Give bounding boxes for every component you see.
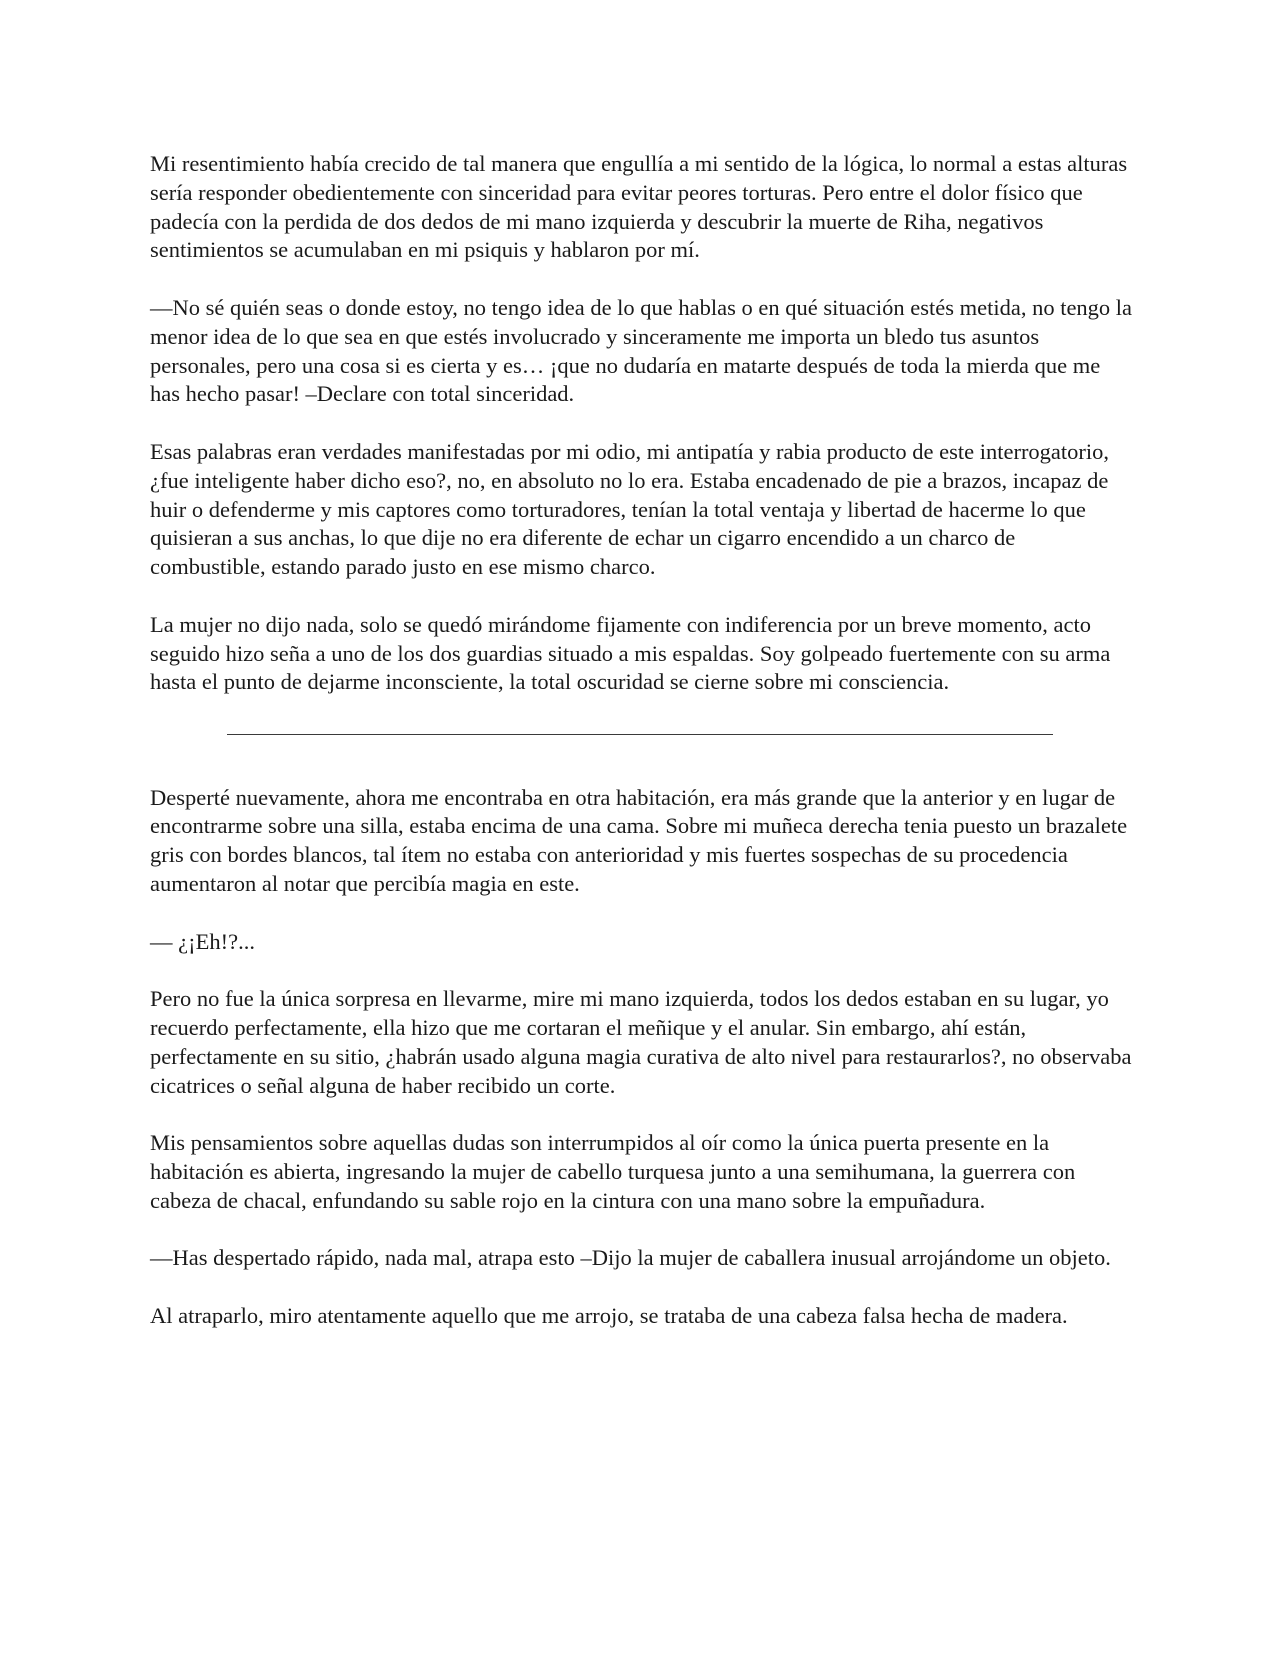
paragraph: —Has despertado rápido, nada mal, atrapa esto –Dijo la mujer de caballera inusual arrojándome un objeto. xyxy=(150,1245,1111,1271)
text-body xyxy=(150,150,1135,1359)
section-divider xyxy=(150,726,1135,784)
paragraph: —No sé quién seas o donde estoy, no tengo idea de lo que hablas o en qué situación estés metida, no tengo la menor idea de lo que sea en que estés involucrado y sinceramente me importa un bledo tus asuntos personales, pero una cosa si es cierta y es… ¡que no dudaría en matarte después de toda la mierda que me has hecho pasar! –Declare con total sinceridad. xyxy=(150,294,1133,407)
paragraph: Al atraparlo, miro atentamente aquello que me arrojo, se trataba de una cabeza falsa hecha de madera. xyxy=(150,1302,1068,1328)
paragraph: Mis pensamientos sobre aquellas dudas son interrumpidos al oír como la única puerta presente en la habitación es abierta, ingresando la mujer de cabello turquesa junto a una semihumana, la guerrera con cabeza de chacal, enfundando su sable rojo en la cintura con una mano sobre la empuñadura. xyxy=(150,1130,1076,1213)
paragraph: Mi resentimiento había crecido de tal manera que engullía a mi sentido de la lógica, lo normal a estas alturas sería responder obedientemente con sinceridad para evitar peores torturas. Pero entre el dolor físico que padecía con la perdida de dos dedos de mi mano izquierda y descubrir la muerte de Riha, negativos sentimientos se acumulaban en mi psiquis y hablaron por mí. xyxy=(150,151,1128,263)
divider-line xyxy=(227,734,1053,735)
paragraph: Esas palabras eran verdades manifestadas por mi odio, mi antipatía y rabia producto de este interrogatorio, ¿fue inteligente haber dicho eso?, no, en absoluto no lo era. Estaba encadenado de pie a brazos, incapaz de huir o defenderme y mis captores como torturadores, tenían la total ventaja y libertad de hacerme lo que quisieran a sus anchas, lo que dije no era diferente de echar un cigarro encendido a un charco de combustible, estando parado justo en ese mismo charco. xyxy=(150,438,1110,580)
paragraph: — ¿¡Eh!?... xyxy=(150,928,255,954)
paragraph: La mujer no dijo nada, solo se quedó mirándome fijamente con indiferencia por un breve momento, acto seguido hizo seña a uno de los dos guardias situado a mis espaldas. Soy golpeado fuertemente con su arma hasta el punto de dejarme inconsciente, la total oscuridad se cierne sobre mi consciencia. xyxy=(150,611,1111,695)
paragraph: Pero no fue la única sorpresa en llevarme, mire mi mano izquierda, todos los dedos estaban en su lugar, yo recuerdo perfectamente, ella hizo que me cortaran el meñique y el anular. Sin embargo, ahí están, perfectamente en su sitio, ¿habrán usado alguna magia curativa de alto nivel para restaurarlos?, no observaba cicatrices o señal alguna de haber recibido un corte. xyxy=(150,986,1132,1098)
paragraph: Desperté nuevamente, ahora me encontraba en otra habitación, era más grande que la anterior y en lugar de encontrarme sobre una silla, estaba encima de una cama. Sobre mi muñeca derecha tenia puesto un brazalete gris con bordes blancos, tal ítem no estaba con anterioridad y mis fuertes sospechas de su procedencia aumentaron al notar que percibía magia en este. xyxy=(150,784,1128,896)
